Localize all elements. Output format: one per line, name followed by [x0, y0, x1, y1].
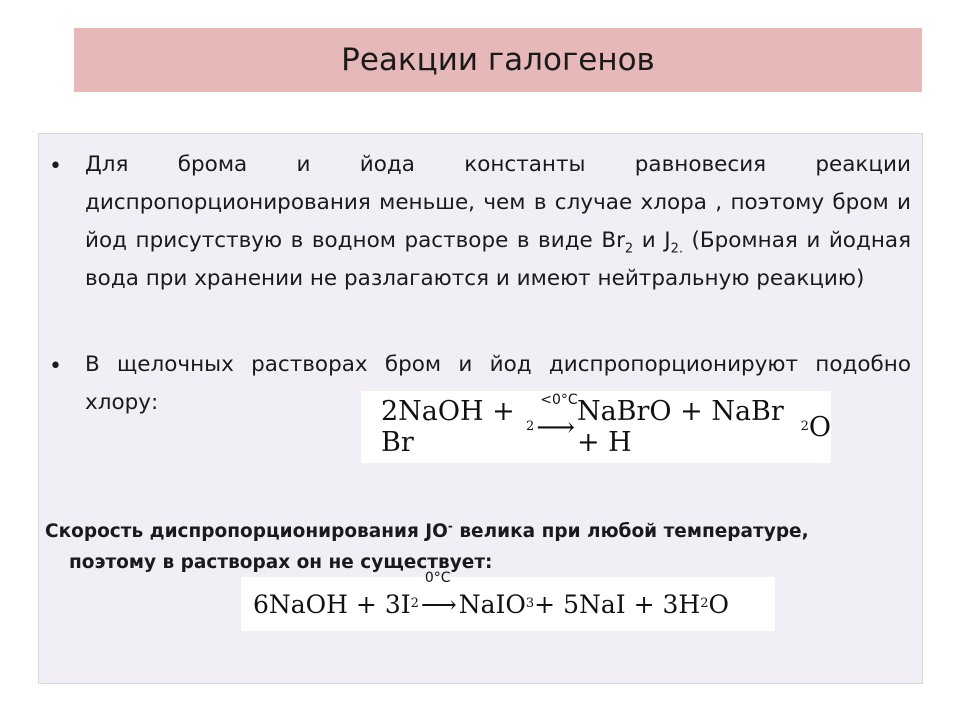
reaction-condition: <0°C: [540, 391, 578, 408]
content-box: [38, 133, 923, 684]
equation-bromine: 2NaOH + Br 2 <0°C ⟶ NaBrO + NaBr + H 2 O: [361, 391, 831, 463]
bullet-paragraph-1: Для брома и йода константы равновесия реакции диспропорционирования меньше, чем в случае хлора , поэтому бром и йод присутствую в водном растворе в виде $Br_2$ и $J_{2.}$ (Бромная и йодная вода при хранении не разлагаются и имеют нейтральную реакцию): [85, 152, 911, 291]
slide-title: Реакции галогенов: [341, 42, 655, 78]
reaction-arrow: <0°C ⟶: [536, 391, 578, 443]
title-bar: [74, 28, 922, 92]
bullet-paragraph-2: В щелочных растворах бром и йод диспропорционируют подобно хлору:: [85, 352, 911, 415]
iodate-note: Скорость диспропорционирования JO- велика при любой температуре, поэтому в растворах он не существует:: [45, 518, 809, 573]
equation-iodine: 6NaOH + 3I 2 0°C ⟶ NaIO 3 + 5NaI + 3H 2 O: [241, 577, 775, 631]
reaction-arrow: 0°C ⟶: [420, 569, 457, 619]
reaction-condition: 0°C: [424, 569, 451, 586]
bullet-dot: •: [49, 354, 62, 379]
bullet-dot: •: [49, 154, 62, 179]
